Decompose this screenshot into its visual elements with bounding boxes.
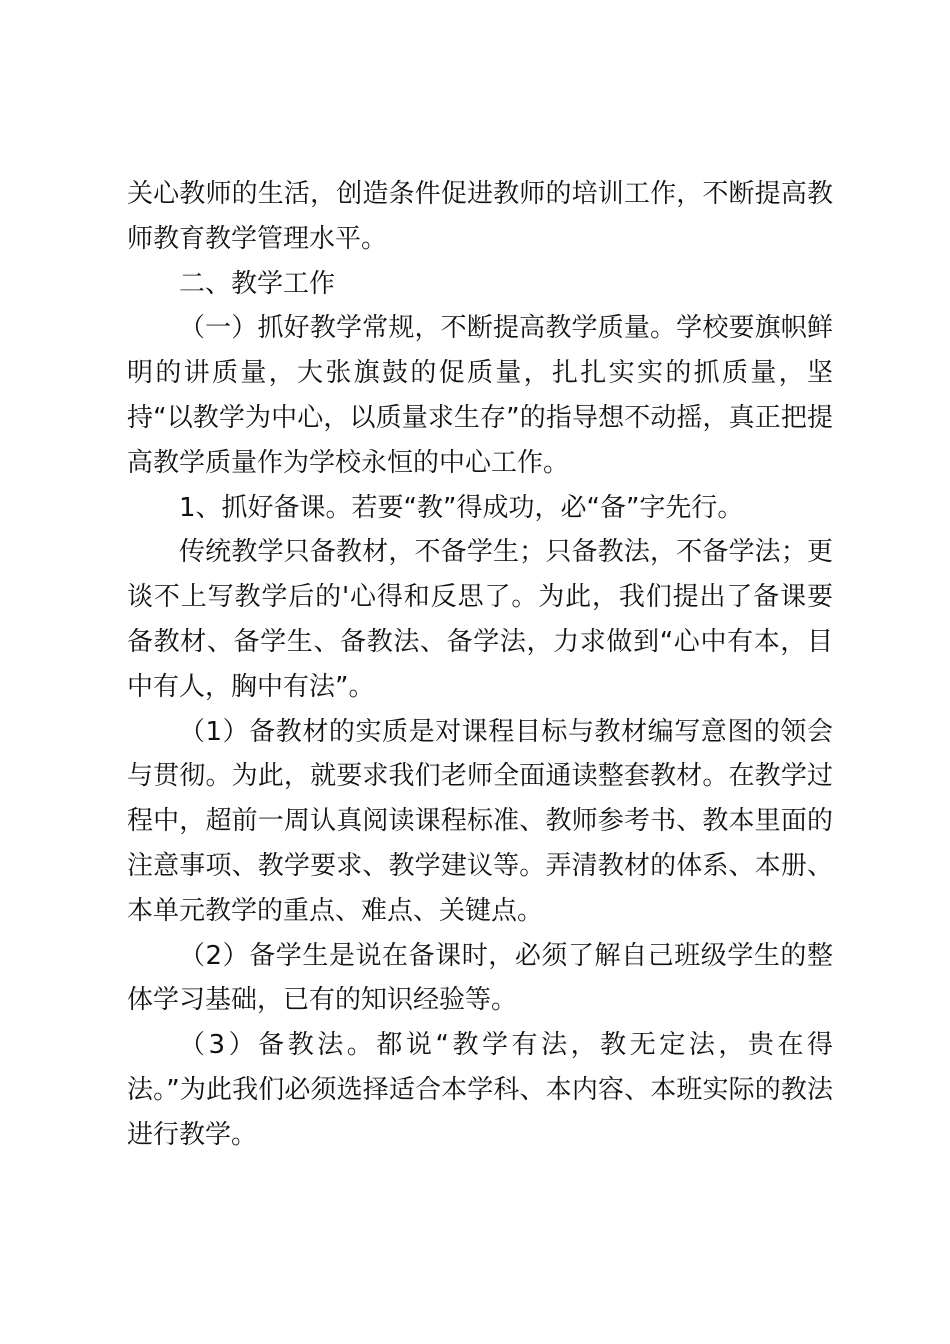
- paragraph-prepare-students: （2）备学生是说在备课时，必须了解自己班级学生的整体学习基础，已有的知识经验等。: [127, 940, 833, 1016]
- document-body: [127, 172, 833, 1158]
- paragraph-traditional-teaching: 传统教学只备教材，不备学生；只备教法，不备学法；更谈不上写教学后的'心得和反思了。为此，我们提出了备课要备教材、备学生、备教法、备学法，力求做到“心中有本，目中有人，胸中有法”。: [127, 537, 833, 702]
- paragraph-prepare-methods: （3）备教法。都说“教学有法，教无定法，贵在得法。”为此我们必须选择适合本学科、本内容、本班实际的教法进行教学。: [127, 1030, 833, 1150]
- paragraph-prepare-materials: （1）备教材的实质是对课程目标与教材编写意图的领会与贯彻。为此，就要求我们老师全面通读整套教材。在教学过程中，超前一周认真阅读课程标准、教师参考书、教本里面的注意事项、教学要求、教学建议等。弄清教材的体系、本册、本单元教学的重点、难点、关键点。: [127, 716, 833, 926]
- paragraph-teaching-routine: （一）抓好教学常规，不断提高教学质量。学校要旗帜鲜明的讲质量，大张旗鼓的促质量，扎扎实实的抓质量，坚持“以教学为中心，以质量求生存”的指导想不动摇，真正把提高教学质量作为学校永恒的中心工作。: [127, 313, 833, 478]
- section-heading-teaching-work: 二、教学工作: [179, 268, 336, 299]
- paragraph-lesson-preparation: 1、抓好备课。若要“教”得成功，必“备”字先行。: [179, 492, 744, 523]
- paragraph-teacher-care: 关心教师的生活，创造条件促进教师的培训工作，不断提高教师教育教学管理水平。: [127, 179, 833, 254]
